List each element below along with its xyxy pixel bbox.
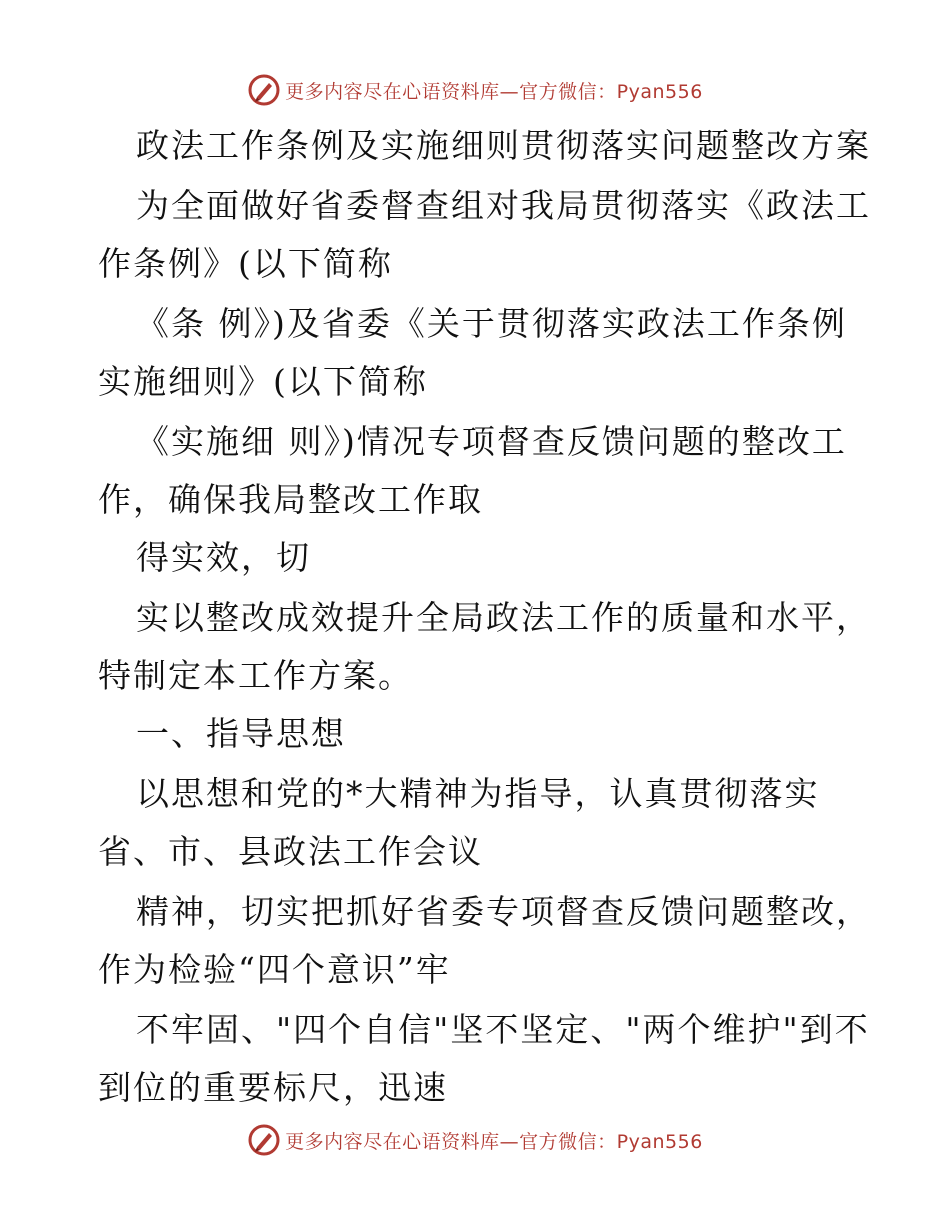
header-watermark-banner [0,70,950,110]
paragraph-line: 实施细则》(以下简称 [98,362,428,401]
paragraph-line: 实以整改成效提升全局政法工作的质量和水平， [136,598,871,637]
paragraph-line: 作条例》(以下简称 [98,244,393,283]
paragraph-line: 以思想和党的*大精神为指导，认真贯彻落实 [136,774,820,813]
paragraph-line: 《条 例》)及省委《关于贯彻落实政法工作条例 [136,304,847,343]
paragraph-line: 省、市、县政法工作会议 [98,832,483,871]
paragraph-line: 作为检验“四个意识”牢 [98,950,451,989]
footer-watermark-banner [0,1120,950,1160]
document-title: 政法工作条例及实施细则贯彻落实问题整改方案 [136,126,871,165]
paragraph-line: 到位的重要标尺，迅速 [98,1068,448,1107]
paragraph-line: 精神，切实把抓好省委专项督查反馈问题整改， [136,892,871,931]
paragraph-line: 作，确保我局整改工作取 [98,480,483,519]
footer-banner-text: 更多内容尽在心语资料库—官方微信：Pyan556 [285,1130,703,1153]
section-heading: 一、指导思想 [136,714,346,753]
pen-logo-icon [247,73,281,107]
header-banner-text: 更多内容尽在心语资料库—官方微信：Pyan556 [285,80,703,103]
paragraph-line: 为全面做好省委督查组对我局贯彻落实《政法工 [136,186,871,225]
paragraph-line: 特制定本工作方案。 [98,656,413,695]
paragraph-line: 不牢固、"四个自信"坚不坚定、"两个维护"到不 [136,1010,870,1049]
paragraph-line: 得实效，切 [136,538,311,577]
pen-logo-icon [247,1123,281,1157]
paragraph-line: 《实施细 则》)情况专项督查反馈问题的整改工 [136,422,847,461]
